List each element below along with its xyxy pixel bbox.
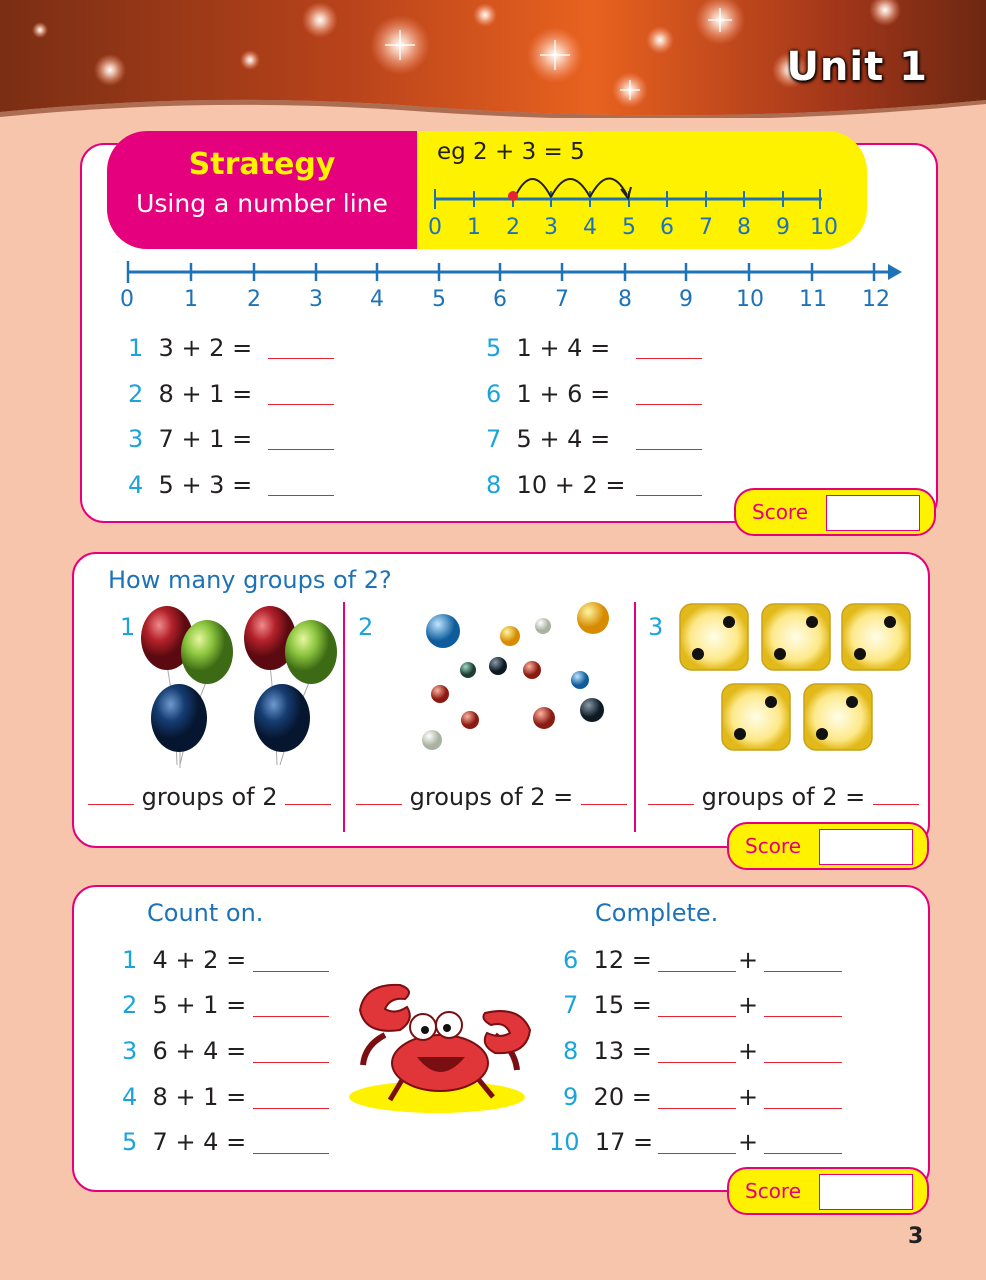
score-box-2	[727, 822, 929, 870]
score-box-3	[727, 1167, 929, 1215]
count-on-3: 3 6 + 4 =	[122, 1037, 247, 1065]
plus-sign: +	[738, 1128, 759, 1156]
marbles-image	[410, 598, 630, 758]
nl-label: 12	[862, 287, 890, 312]
answer-line[interactable]	[648, 803, 694, 805]
nl-label: 9	[679, 287, 693, 312]
question-7: 7 5 + 4 =	[486, 425, 611, 453]
question-1: 1 3 + 2 =	[128, 334, 253, 362]
ex-label: 9	[776, 215, 790, 240]
count-on-4: 4 8 + 1 =	[122, 1083, 247, 1111]
answer-line[interactable]	[764, 1152, 842, 1154]
ex-label: 0	[428, 215, 442, 240]
answer-line[interactable]	[253, 1061, 329, 1063]
answer-line[interactable]	[88, 803, 134, 805]
question-2: 2 8 + 1 =	[128, 380, 253, 408]
divider	[634, 602, 636, 832]
answer-line[interactable]	[658, 1015, 736, 1017]
answer-line[interactable]	[658, 1061, 736, 1063]
question-8: 8 10 + 2 =	[486, 471, 626, 499]
nl-label: 0	[120, 287, 134, 312]
ex-label: 7	[699, 215, 713, 240]
complete-8: 8 13 =	[563, 1037, 652, 1065]
dice-image	[676, 600, 916, 755]
answer-line-4[interactable]	[268, 494, 334, 496]
answer-line[interactable]	[764, 1061, 842, 1063]
nl-label: 10	[736, 287, 764, 312]
answer-line-7[interactable]	[636, 448, 702, 450]
nl-label: 5	[432, 287, 446, 312]
answer-line[interactable]	[356, 803, 402, 805]
ex-label: 6	[660, 215, 674, 240]
plus-sign: +	[738, 1037, 759, 1065]
plus-sign: +	[738, 1083, 759, 1111]
score-input-2[interactable]	[819, 829, 913, 865]
score-label: Score	[745, 834, 802, 858]
ex-label: 10	[810, 215, 838, 240]
complete-7: 7 15 =	[563, 991, 652, 1019]
nl-label: 7	[555, 287, 569, 312]
strategy-title: Strategy	[188, 147, 336, 182]
answer-line[interactable]	[253, 1107, 329, 1109]
answer-line-6[interactable]	[636, 403, 702, 405]
complete-9: 9 20 =	[563, 1083, 652, 1111]
question-6: 6 1 + 6 =	[486, 380, 611, 408]
nl-label: 6	[493, 287, 507, 312]
main-number-line	[118, 258, 908, 288]
ex-label: 1	[467, 215, 481, 240]
ex-label: 2	[506, 215, 520, 240]
answer-line[interactable]	[253, 1152, 329, 1154]
question-5: 5 1 + 4 =	[486, 334, 611, 362]
complete-6: 6 12 =	[563, 946, 652, 974]
answer-line-2[interactable]	[268, 403, 334, 405]
nl-label: 1	[184, 287, 198, 312]
nl-label: 3	[309, 287, 323, 312]
caption-2: groups of 2 =	[356, 783, 627, 811]
example-number-line	[427, 161, 827, 221]
answer-line-1[interactable]	[268, 357, 334, 359]
question-4: 4 5 + 3 =	[128, 471, 253, 499]
answer-line[interactable]	[285, 803, 331, 805]
score-input-1[interactable]	[826, 495, 920, 531]
answer-line[interactable]	[581, 803, 627, 805]
count-on-1: 1 4 + 2 =	[122, 946, 247, 974]
answer-line[interactable]	[764, 1015, 842, 1017]
answer-line[interactable]	[253, 970, 329, 972]
score-input-3[interactable]	[819, 1174, 913, 1210]
complete-10: 10 17 =	[549, 1128, 654, 1156]
unit-title: Unit 1	[786, 44, 928, 90]
count-on-title: Count on.	[147, 899, 264, 927]
answer-line[interactable]	[873, 803, 919, 805]
answer-line[interactable]	[658, 970, 736, 972]
answer-line[interactable]	[658, 1152, 736, 1154]
balloons-image	[135, 600, 345, 770]
header-banner	[0, 0, 986, 118]
answer-line[interactable]	[253, 1015, 329, 1017]
answer-line[interactable]	[764, 1107, 842, 1109]
groups-title: How many groups of 2?	[108, 566, 392, 594]
ex-label: 4	[583, 215, 597, 240]
answer-line[interactable]	[764, 970, 842, 972]
page-number: 3	[908, 1224, 924, 1249]
plus-sign: +	[738, 991, 759, 1019]
ex-label: 8	[737, 215, 751, 240]
question-3: 3 7 + 1 =	[128, 425, 253, 453]
answer-line-5[interactable]	[636, 357, 702, 359]
item-number: 2	[358, 613, 374, 641]
crab-image	[345, 975, 535, 1115]
answer-line[interactable]	[658, 1107, 736, 1109]
caption-1: groups of 2	[88, 783, 331, 811]
nl-label: 8	[618, 287, 632, 312]
strategy-subtitle: Using a number line	[136, 189, 388, 218]
count-on-2: 2 5 + 1 =	[122, 991, 247, 1019]
nl-label: 2	[247, 287, 261, 312]
item-number: 3	[648, 613, 664, 641]
ex-label: 3	[544, 215, 558, 240]
strategy-example: eg 2 + 3 = 5	[437, 139, 585, 165]
ex-label: 5	[622, 215, 636, 240]
strategy-banner	[107, 131, 867, 249]
plus-sign: +	[738, 946, 759, 974]
score-label: Score	[745, 1179, 802, 1203]
count-on-5: 5 7 + 4 =	[122, 1128, 247, 1156]
answer-line-3[interactable]	[268, 448, 334, 450]
answer-line-8[interactable]	[636, 494, 702, 496]
nl-label: 4	[370, 287, 384, 312]
caption-3: groups of 2 =	[648, 783, 919, 811]
score-label: Score	[752, 500, 809, 524]
score-box-1	[734, 488, 936, 536]
complete-title: Complete.	[595, 899, 719, 927]
item-number: 1	[120, 613, 136, 641]
nl-label: 11	[799, 287, 827, 312]
